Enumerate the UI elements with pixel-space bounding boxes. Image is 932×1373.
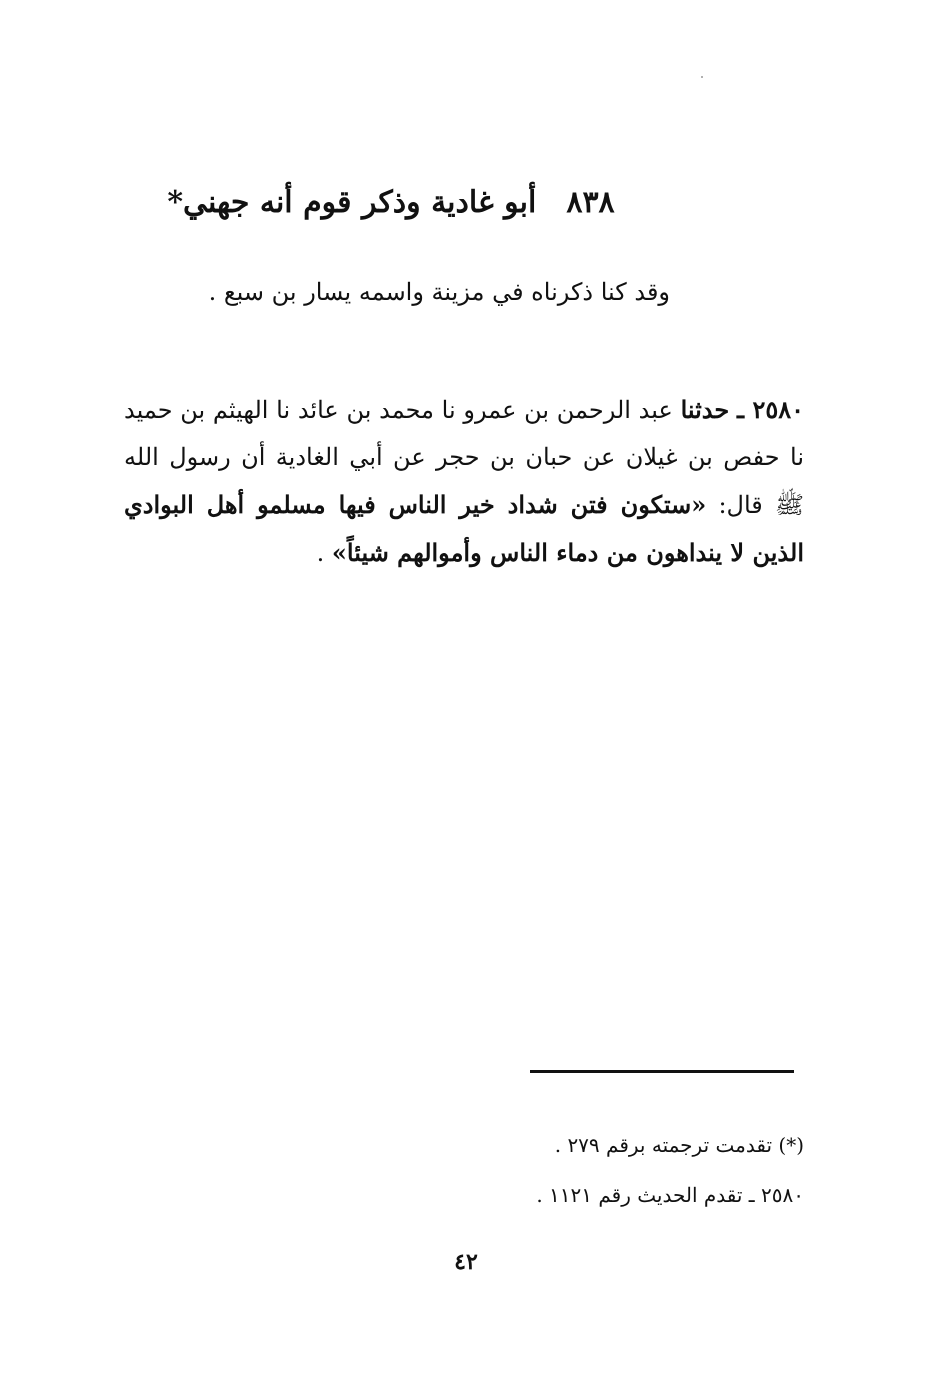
footnote-2: ٢٥٨٠ ـ تقدم الحديث رقم ١١٢١ . — [536, 1183, 804, 1207]
hadith-paragraph — [124, 386, 804, 577]
scan-speck — [701, 76, 703, 78]
hadith-chain: عبد الرحمن بن عمرو نا محمد بن عائد نا الهيثم بن حميد نا حفص بن غيلان عن حبان بن حجر عن أبي الغادية أن رسول الله ﷺ قال: — [124, 396, 804, 519]
hadith-number: ٢٥٨٠ ـ — [736, 395, 804, 424]
intro-line: وقد كنا ذكرناه في مزينة واسمه يسار بن سبع . — [208, 278, 670, 306]
page-number: ٤٢ — [454, 1249, 478, 1275]
section-heading — [150, 178, 632, 228]
hadith-opening: حدثنا — [680, 395, 730, 424]
footnote-divider — [530, 1070, 794, 1073]
section-number: ٨٣٨ — [566, 185, 615, 220]
section-title: أبو غادية وذكر قوم أنه جهني* — [167, 185, 537, 220]
hadith-end: . — [316, 539, 325, 567]
hadith-matn: «ستكون فتن شداد خير الناس فيها مسلمو أهل البوادي الذين لا ينداهون من دماء الناس وأموالهم شيئاً» — [124, 490, 804, 567]
footnote-1: (*) تقدمت ترجمته برقم ٢٧٩ . — [554, 1133, 804, 1157]
